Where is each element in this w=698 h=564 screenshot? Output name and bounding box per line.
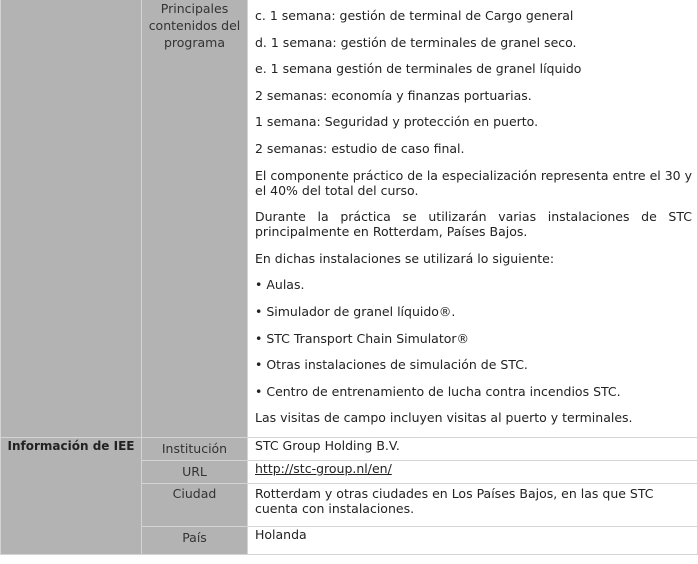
program-item: • Aulas.: [255, 277, 305, 293]
institution-label: Institución: [142, 437, 248, 460]
program-item: 2 semanas: economía y finanzas portuarias.: [255, 87, 532, 103]
program-item: El componente práctico de la especialización representa entre el 30 y el 40% del total del curso.: [255, 167, 692, 198]
program-item: 1 semana: Seguridad y protección en puerto.: [255, 114, 539, 130]
iee-section-label: Información de IEE: [1, 437, 142, 554]
program-left-blank: [1, 0, 142, 437]
program-item: c. 1 semana: gestión de terminal de Cargo general: [255, 8, 574, 23]
institution-value: STC Group Holding B.V.: [248, 437, 698, 460]
program-content: [248, 0, 698, 437]
city-value: Rotterdam y otras ciudades en Los Países Bajos, en las que STC cuenta con instalaciones.: [248, 483, 698, 526]
url-cell: [248, 460, 698, 483]
program-item: • Simulador de granel líquido®.: [255, 303, 456, 319]
url-link[interactable]: http://stc-group.nl/en/: [255, 460, 392, 476]
program-item: d. 1 semana: gestión de terminales de granel seco.: [255, 34, 577, 50]
program-item: e. 1 semana gestión de terminales de granel líquido: [255, 61, 582, 77]
program-item: Durante la práctica se utilizarán varias instalaciones de STC principalmente en Rotterdam, Países Bajos.: [255, 209, 692, 240]
program-item: • Centro de entrenamiento de lucha contra incendios STC.: [255, 383, 621, 399]
program-item: 2 semanas: estudio de caso final.: [255, 140, 465, 156]
program-item: • STC Transport Chain Simulator®: [255, 330, 470, 346]
program-row: [1, 0, 698, 437]
url-label: URL: [142, 460, 248, 483]
program-item: Las visitas de campo incluyen visitas al puerto y terminales.: [255, 410, 633, 426]
city-label: Ciudad: [142, 483, 248, 526]
program-item: En dichas instalaciones se utilizará lo siguiente:: [255, 250, 555, 266]
country-value: Holanda: [248, 526, 698, 554]
program-item: • Otras instalaciones de simulación de STC.: [255, 357, 528, 373]
program-label: Principales contenidos del programa: [142, 0, 248, 437]
iee-institution-row: [1, 437, 698, 460]
country-label: País: [142, 526, 248, 554]
